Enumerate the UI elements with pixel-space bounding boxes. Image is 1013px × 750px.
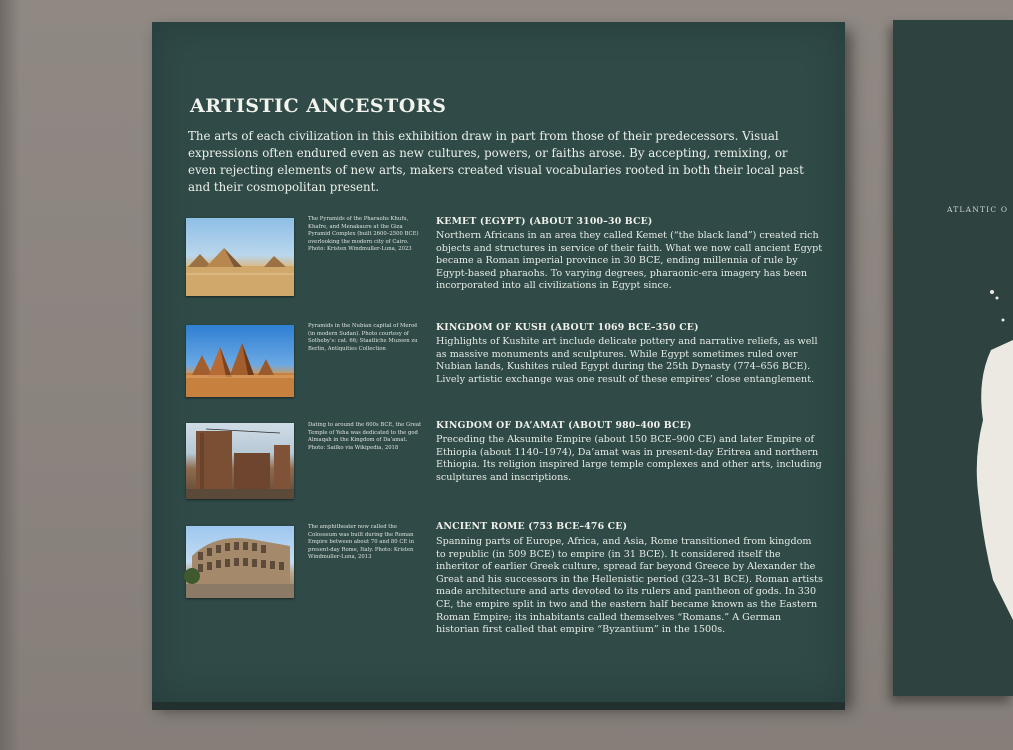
photo-caption-daamat: Dating to around the 600s BCE, the Great Temple of Yeha was dedicated to the god Almaqah in the Kingdom of Da’amat. Photo: Sailko via Wikipedia, 2018: [308, 422, 422, 451]
photo-giza-pyramids: [186, 218, 294, 296]
wall-shadow: [0, 0, 20, 750]
adjacent-map-panel: [893, 20, 1013, 696]
body-rome: Spanning parts of Europe, Africa, and Asia, Rome transitioned from kingdom to republic (in 509 BCE) to empire (in 31 BCE). It considered itself the inheritor of earlier Greek culture, spread far beyond Greece by Alexander the Great and his successors in the Hellenistic period (323–31 BCE). Roman artists made architecture and arts devoted to its rulers and pantheon of gods. In 330 CE, the empire split in two and the eastern half became known as the Eastern Roman Empire; its inhabitants called themselves “Romans.” A German historian first called that empire “Byzantium” in the 1500s.: [436, 536, 823, 636]
body-kush: Highlights of Kushite art include delicate pottery and narrative reliefs, as well as massive monuments and sculptures. While Egypt sometimes ruled over Nubian lands, Kushites ruled Egypt during the 25th Dynasty (774–656 BCE). Lively artistic exchange was one result of these empires’ close entanglement.: [436, 336, 818, 385]
panel-intro: The arts of each civilization in this exhibition draw in part from those of their predecessors. Visual expressions often endured even as new cultures, powers, or faiths arose. By accepting, remixing, or even rejecting elements of new arts, makers created visual vocabularies rooted in both their local past and their cosmopolitan present.: [188, 129, 804, 194]
photo-caption-rome: The amphitheater now called the Colosseum was built during the Roman Empire between about 70 and 80 CE in present-day Rome, Italy. Photo: Kristen Windmuller-Luna, 2013: [308, 524, 415, 561]
panel-title: ARTISTIC ANCESTORS: [190, 95, 447, 117]
photo-colosseum: [186, 526, 294, 598]
photo-meroe-pyramids: [186, 325, 294, 397]
heading-daamat: KINGDOM OF DA’AMAT (ABOUT 980–400 BCE): [436, 420, 692, 431]
panel-edge: [152, 702, 845, 710]
heading-rome: ANCIENT ROME (753 BCE–476 CE): [436, 521, 628, 532]
exhibit-panel: [152, 22, 845, 702]
map-label-atlantic: ATLANTIC O: [947, 205, 1009, 214]
body-daamat: Preceding the Aksumite Empire (about 150 BCE–900 CE) and later Empire of Ethiopia (about 1140–1974), Da’amat was in present-day Eritrea and northern Ethiopia. Its religion inspired large temple complexes and other arts, including sculptures and inscriptions.: [436, 434, 822, 483]
map-coastline: [893, 20, 1013, 696]
body-kemet: Northern Africans in an area they called Kemet (“the black land”) created rich objects and structures in service of their faith. What we now call ancient Egypt became a Roman imperial province in 30 BCE, ending millennia of rule by Egypt-based pharaohs. To varying degrees, pharaonic-era imagery has been incorporated into all civilizations in Egypt since.: [436, 230, 823, 292]
photo-temple-of-yeha: [186, 423, 294, 499]
photo-caption-kemet: The Pyramids of the Pharaohs Khufu, Khafre, and Menakaure at the Giza Pyramid Complex (built 2600–2500 BCE) overlooking the modern city of Cairo. Photo: Kristen Windmuller-Luna, 2023: [308, 216, 419, 253]
photo-caption-kush: Pyramids in the Nubian capital of Meroë (in modern Sudan). Photo courtesy of Sotheby’s: cat. 66; Staatliche Muzeen zu Berlin, Antiquities Collection: [308, 323, 418, 352]
heading-kush: KINGDOM OF KUSH (ABOUT 1069 BCE–350 CE): [436, 322, 699, 333]
heading-kemet: KEMET (EGYPT) (ABOUT 3100–30 BCE): [436, 216, 653, 227]
